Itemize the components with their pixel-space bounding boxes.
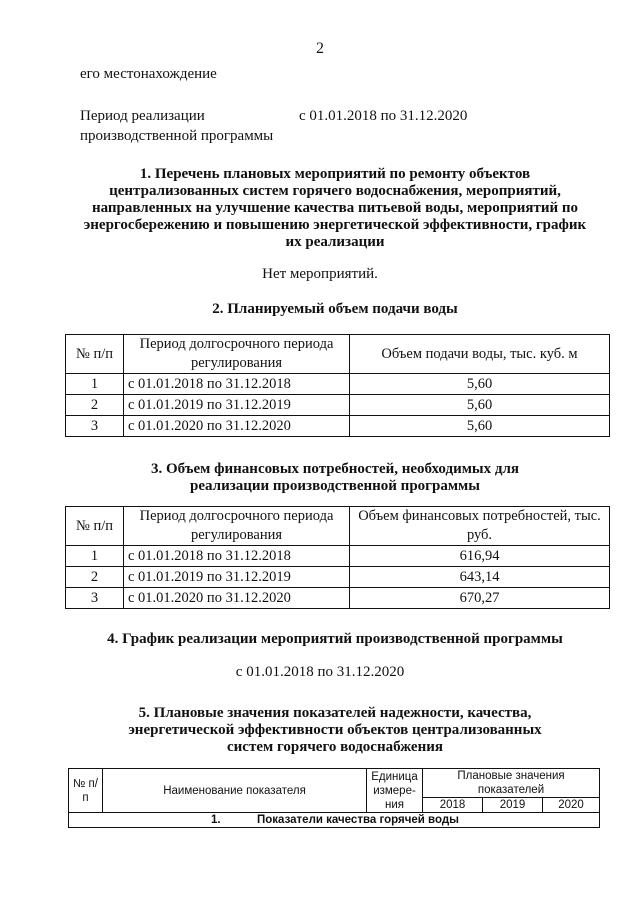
section1-note: Нет мероприятий. [262,266,378,282]
table-row [66,395,610,416]
col-header-planned: Плановые значения показателей [423,769,600,798]
cell-volume: 5,60 [350,416,610,437]
section5-title-line: 5. Плановые значения показателей надежности, качества, [138,705,532,721]
table-row [66,546,610,567]
section1-title-line: их реализации [285,234,385,250]
col-header-name: Наименование показателя [103,769,367,813]
location-line: его местонахождение [80,66,217,82]
section5-title [70,705,600,756]
cell-period: с 01.01.2019 по 31.12.2019 [124,395,350,416]
cell-period: с 01.01.2020 по 31.12.2020 [124,416,350,437]
indicators-table [68,768,600,828]
section1-title-line: направленных на улучшение качества питьевой воды, мероприятий по [91,200,579,216]
cell-amount: 616,94 [350,546,610,567]
table-row [66,416,610,437]
table-header-row [66,335,610,374]
section3-title-line: реализации производственной программы [190,478,480,494]
section4-title: 4. График реализации мероприятий производственной программы [107,631,563,647]
page-number: 2 [316,40,324,57]
col-header-year: 2018 [423,798,483,813]
period-value: с 01.01.2018 по 31.12.2020 [299,108,468,124]
cell-num: 2 [66,567,124,588]
cell-num: 1 [66,374,124,395]
cell-num: 3 [66,416,124,437]
col-header-period: Период долгосрочного периода регулирования [124,507,350,546]
subheader-num: 1. [211,814,221,826]
section4-period: с 01.01.2018 по 31.12.2020 [235,664,405,680]
period-label-line-2: производственной программы [80,128,274,144]
col-header-volume: Объем подачи воды, тыс. куб. м [350,335,610,374]
col-header-period: Период долгосрочного периода регулирования [124,335,350,374]
col-header-amount: Объем финансовых потребностей, тыс. руб. [350,507,610,546]
cell-num: 2 [66,395,124,416]
table-row [66,374,610,395]
cell-period: с 01.01.2019 по 31.12.2019 [124,567,350,588]
table-subheader-row [69,813,600,828]
col-header-year: 2020 [543,798,600,813]
period-label-line-1: Период реализации [80,108,205,124]
cell-num: 1 [66,546,124,567]
col-header-unit: Единица измере-ния [367,769,423,813]
cell-num: 3 [66,588,124,609]
section1-title-line: 1. Перечень плановых мероприятий по ремонту объектов [139,166,531,182]
col-header-num: № п/п [69,769,103,813]
col-header-year: 2019 [483,798,543,813]
subheader-title: Показатели качества горячей воды [257,814,459,826]
col-header-num: № п/п [66,335,124,374]
cell-amount: 670,27 [350,588,610,609]
section2-title: 2. Планируемый объем подачи воды [212,301,458,317]
table-header-row [66,507,610,546]
subheader-cell [69,813,600,828]
section5-title-line: систем горячего водоснабжения [227,739,443,755]
financial-needs-table [65,506,610,609]
cell-period: с 01.01.2018 по 31.12.2018 [124,546,350,567]
section5-title-line: энергетической эффективности объектов централизованных [128,722,542,738]
cell-period: с 01.01.2020 по 31.12.2020 [124,588,350,609]
cell-volume: 5,60 [350,395,610,416]
water-supply-table [65,334,610,437]
table-header-row [69,769,600,798]
table-row [66,588,610,609]
section3-title [70,461,600,495]
section1-title-line: энергосбережению и повышению энергетической эффективности, график [83,217,587,233]
table-row [66,567,610,588]
cell-period: с 01.01.2018 по 31.12.2018 [124,374,350,395]
section1-title-line: централизованных систем горячего водоснабжения, мероприятий, [109,183,561,199]
section3-title-line: 3. Объем финансовых потребностей, необходимых для [150,461,520,477]
cell-amount: 643,14 [350,567,610,588]
cell-volume: 5,60 [350,374,610,395]
col-header-num: № п/п [66,507,124,546]
section1-title [70,166,600,251]
